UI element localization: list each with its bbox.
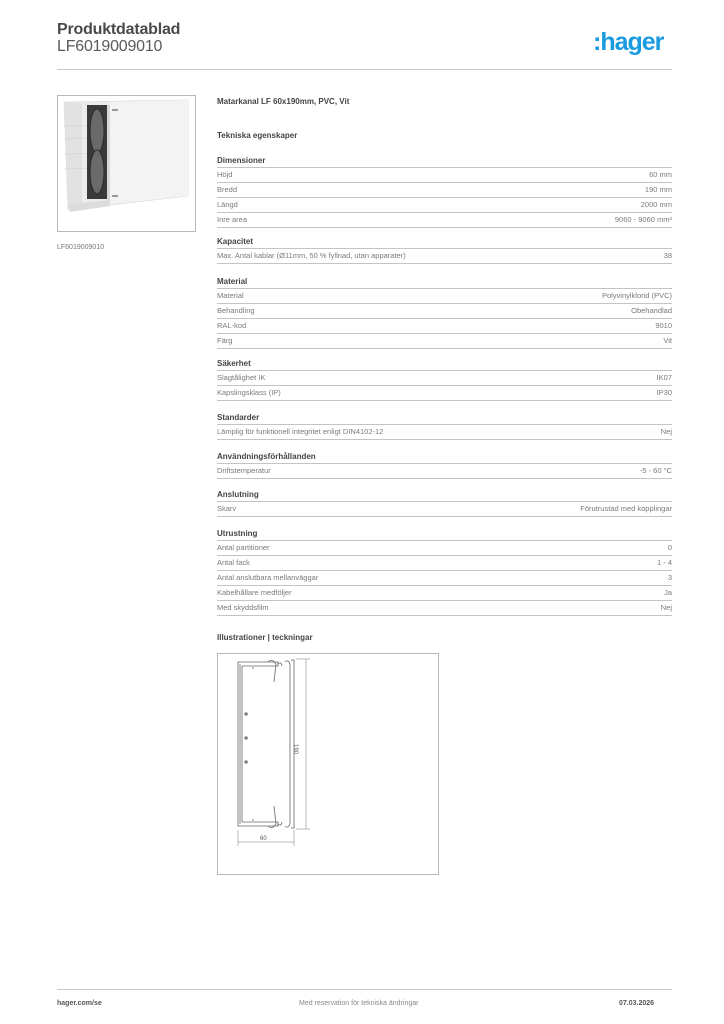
spec-value: Obehandlad — [631, 306, 672, 315]
spec-value: 2000 mm — [640, 200, 672, 209]
spec-row — [217, 601, 672, 616]
spec-label: Slagtålighet IK — [217, 373, 266, 382]
spec-label: Antal anslutbara mellanväggar — [217, 573, 319, 582]
section-kapacitet — [217, 236, 672, 264]
footer-website: hager.com/se — [57, 1000, 102, 1007]
spec-label: Bredd — [217, 185, 238, 194]
spec-row — [217, 289, 672, 304]
spec-value: Vit — [663, 336, 672, 345]
spec-row — [217, 556, 672, 571]
spec-label: Driftstemperatur — [217, 466, 271, 475]
footer-divider — [57, 989, 672, 990]
spec-label: Max. Antal kablar (Ø11mm, 50 % fyllnad, utan apparater) — [217, 251, 406, 260]
spec-row — [217, 249, 672, 264]
product-code: LF6019009010 — [57, 38, 163, 55]
section-title: Säkerhet — [217, 358, 672, 371]
spec-label: Skarv — [217, 504, 237, 513]
spec-value: 190 mm — [644, 185, 672, 194]
spec-label: RAL-kod — [217, 321, 247, 330]
section-anslutning — [217, 489, 672, 517]
spec-label: Kapslingsklass (IP) — [217, 388, 281, 397]
section-standarder — [217, 412, 672, 440]
section-dimensioner — [217, 155, 672, 228]
spec-row — [217, 571, 672, 586]
spec-label: Lämplig för funktionell integritet enligt DIN4102-12 — [217, 427, 384, 436]
spec-label: Kabelhållare medföljer — [217, 588, 292, 597]
spec-value: 38 — [663, 251, 672, 260]
document-title: Produktdatablad — [57, 21, 181, 38]
spec-row — [217, 425, 672, 440]
spec-label: Material — [217, 291, 244, 300]
spec-label: Antal partitioner — [217, 543, 270, 552]
spec-row — [217, 319, 672, 334]
spec-value: -5 - 60 °C — [639, 466, 672, 475]
footer-disclaimer: Med reservation för tekniska ändringar — [299, 1000, 419, 1007]
spec-row — [217, 541, 672, 556]
section-title: Utrustning — [217, 528, 672, 541]
image-caption: LF6019009010 — [57, 244, 105, 251]
spec-label: Höjd — [217, 170, 233, 179]
section-title: Dimensioner — [217, 155, 672, 168]
spec-value: 1 - 4 — [656, 558, 672, 567]
spec-row — [217, 213, 672, 228]
spec-value: 3 — [667, 573, 672, 582]
spec-value: Ja — [664, 588, 672, 597]
spec-label: Färg — [217, 336, 233, 345]
cross-section-drawing-icon — [218, 654, 438, 874]
product-name: Matarkanal LF 60x190mm, PVC, Vit — [217, 97, 350, 106]
technical-drawing — [217, 653, 439, 875]
spec-value: Förutrustad med kopplingar — [580, 504, 672, 513]
spec-row — [217, 198, 672, 213]
spec-value: Nej — [660, 603, 672, 612]
header-divider — [57, 69, 672, 70]
spec-row — [217, 183, 672, 198]
spec-label: Inre area — [217, 215, 248, 224]
spec-value: Polyvinylklorid (PVC) — [601, 291, 672, 300]
spec-label: Med skyddsfilm — [217, 603, 269, 612]
spec-value: 9010 — [655, 321, 672, 330]
section-title: Kapacitet — [217, 236, 672, 249]
spec-label: Antal fack — [217, 558, 250, 567]
height-dimension-label: 190 — [292, 744, 298, 755]
section-title: Standarder — [217, 412, 672, 425]
spec-value: IP30 — [656, 388, 672, 397]
section-title: Anslutning — [217, 489, 672, 502]
hager-logo: :hager — [593, 28, 664, 56]
section-utrustning — [217, 528, 672, 616]
spec-row — [217, 586, 672, 601]
spec-value: 0 — [667, 543, 672, 552]
spec-label: Längd — [217, 200, 238, 209]
spec-row — [217, 168, 672, 183]
spec-row — [217, 464, 672, 479]
footer-date: 07.03.2026 — [619, 1000, 655, 1007]
section-title: Användningsförhållanden — [217, 451, 672, 464]
product-image — [57, 95, 196, 232]
section-title: Material — [217, 276, 672, 289]
technical-properties-title: Tekniska egenskaper — [217, 131, 298, 140]
spec-value: 60 mm — [649, 170, 672, 179]
section-sakerhet — [217, 358, 672, 401]
section-anvandningsforhallanden — [217, 451, 672, 479]
spec-row — [217, 304, 672, 319]
spec-value: IK07 — [656, 373, 672, 382]
section-material — [217, 276, 672, 349]
spec-row — [217, 502, 672, 517]
width-dimension-label: 60 — [260, 836, 267, 842]
cable-trunking-photo-icon — [58, 96, 195, 231]
spec-row — [217, 334, 672, 349]
spec-row — [217, 386, 672, 401]
spec-value: 9060 - 9060 mm² — [614, 215, 672, 224]
spec-row — [217, 371, 672, 386]
spec-value: Nej — [660, 427, 672, 436]
illustrations-title: Illustrationer | teckningar — [217, 633, 313, 642]
spec-label: Behandling — [217, 306, 255, 315]
